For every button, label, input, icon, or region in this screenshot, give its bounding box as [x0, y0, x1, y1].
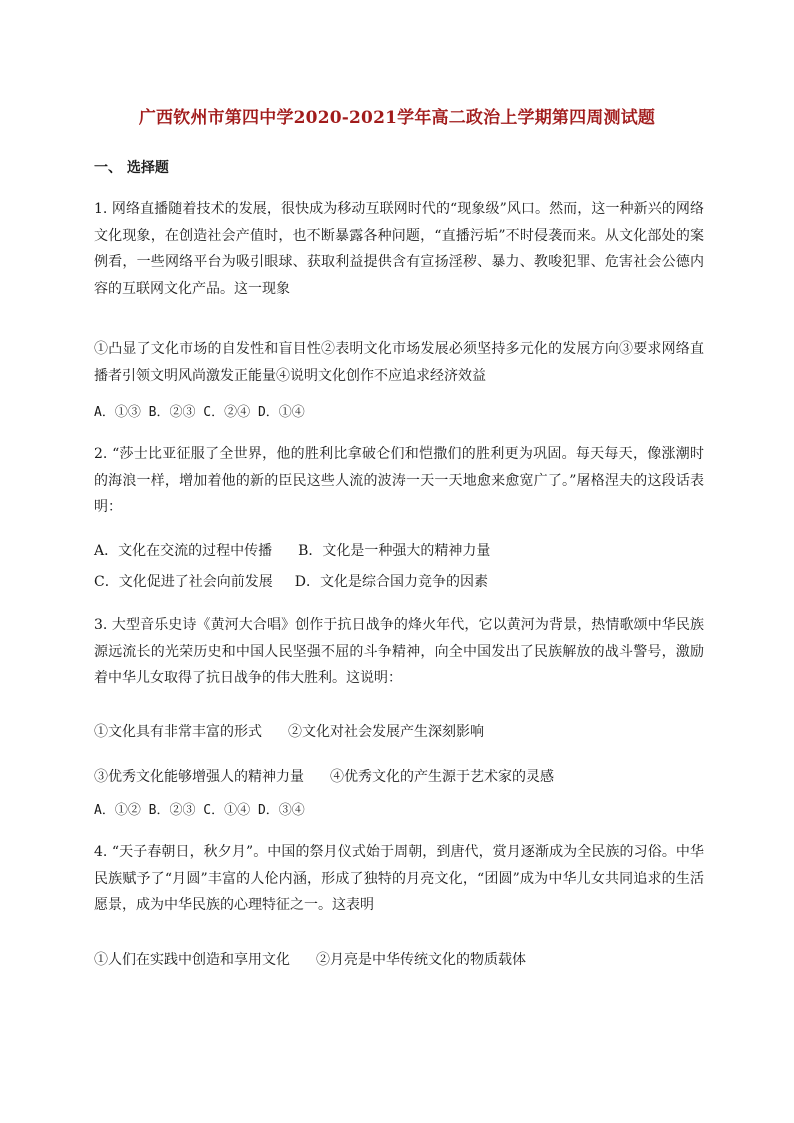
question-3-statement-1: ①文化具有非常丰富的形式 [94, 724, 262, 740]
question-4-statement-2: ②月亮是中华传统文化的物质载体 [316, 952, 526, 968]
question-2-option-a: A．文化在交流的过程中传播 [94, 543, 273, 559]
question-2-option-b: B．文化是一种强大的精神力量 [298, 543, 491, 559]
question-2-option-d: D．文化是综合国力竞争的因素 [294, 574, 488, 590]
question-3-statement-3: ③优秀文化能够增强人的精神力量 [94, 769, 304, 785]
question-2-stem: 2. “莎士比亚征服了全世界，他的胜利比拿破仑们和恺撒们的胜利更为巩固。每天每天，像涨潮时的海浪一样，增加着他的新的臣民这些人流的波涛一天一天地愈来愈宽广了。”屠格涅夫的这段话表明： [94, 446, 704, 515]
question-4-statement-1: ①人们在实践中创造和享用文化 [94, 952, 290, 968]
question-3-answer-choices: A．①② B．②③ C．①④ D．③④ [94, 803, 305, 818]
question-2-options-row-2 [94, 571, 488, 591]
question-3-statements-row-2 [94, 766, 554, 786]
question-4-stem: 4. “天子春朝日，秋夕月”。中国的祭月仪式始于周朝，到唐代，赏月逐渐成为全民族的习俗。中华民族赋予了“月圆”丰富的人伦内涵，形成了独特的月亮文化，“团圆”成为中华儿女共同追求的生活愿景，成为中华民族的心理特征之一。这表明 [94, 844, 704, 913]
question-1-stem: 1. 网络直播随着技术的发展，很快成为移动互联网时代的“现象级”风口。然而，这一种新兴的网络文化现象，在创造社会产值时，也不断暴露各种问题，“直播污垢”不时侵袭而来。从文化部处的案例看，一些网络平台为吸引眼球、获取利益提供含有宣扬淫秽、暴力、教唆犯罪、危害社会公德内容的互联网文化产品。这一现象 [94, 201, 704, 297]
question-1-statements: ①凸显了文化市场的自发性和盲目性②表明文化市场发展必须坚持多元化的发展方向③要求网络直播者引领文明风尚激发正能量④说明文化创作不应追求经济效益 [94, 341, 704, 384]
question-3-statement-2: ②文化对社会发展产生深刻影响 [288, 724, 484, 740]
question-3-stem: 3. 大型音乐史诗《黄河大合唱》创作于抗日战争的烽火年代，它以黄河为背景，热情歌颂中华民族源远流长的光荣历史和中国人民坚强不屈的斗争精神，向全中国发出了民族解放的战斗警号，激励着中华儿女取得了抗日战争的伟大胜利。这说明： [94, 617, 704, 686]
question-3-statements-row-1 [94, 721, 484, 741]
section-heading: 一、 选择题 [94, 160, 169, 176]
question-2-options-row-1 [94, 540, 490, 560]
question-4-statements-row-1 [94, 949, 526, 969]
question-1-answer-choices: A．①③ B．②③ C．②④ D．①④ [94, 405, 305, 420]
document-title: 广西钦州市第四中学2020-2021学年高二政治上学期第四周测试题 [138, 108, 656, 128]
question-2-option-c: C．文化促进了社会向前发展 [94, 574, 273, 590]
question-3-statement-4: ④优秀文化的产生源于艺术家的灵感 [330, 769, 554, 785]
